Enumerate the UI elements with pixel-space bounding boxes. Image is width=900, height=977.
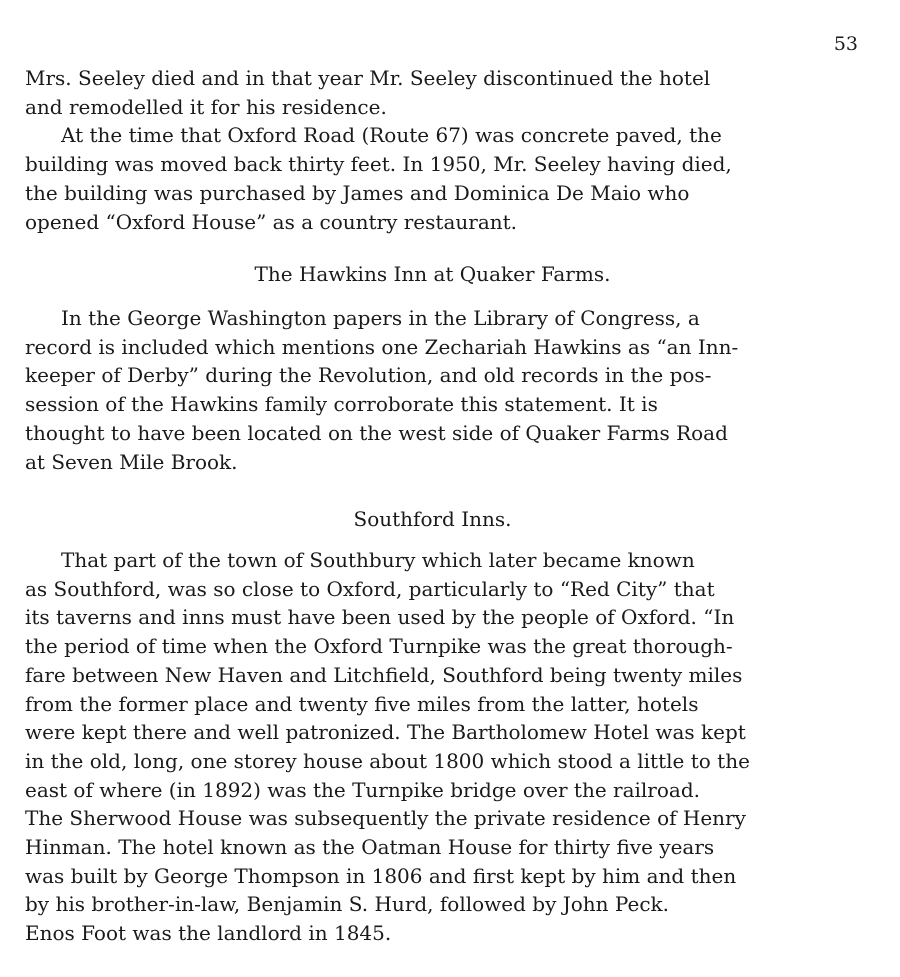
section-heading-southford-inns: Southford Inns.	[353, 507, 512, 531]
text-line: east of where (in 1892) was the Turnpike bridge over the railroad.	[25, 777, 700, 802]
text-line: In the George Washington papers in the Library of Congress, a	[61, 306, 700, 330]
text-line: That part of the town of Southbury which later became known	[61, 548, 695, 572]
text-line: Enos Foot was the landlord in 1845.	[25, 921, 392, 946]
text-line: At the time that Oxford Road (Route 67) was concrete paved, the	[61, 123, 722, 148]
text-line: thought to have been located on the west side of Quaker Farms Road	[25, 420, 728, 445]
text-line: keeper of Derby” during the Revolution, and old records in the pos-	[25, 363, 712, 388]
text-line: Hinman. The hotel known as the Oatman House for thirty five years	[25, 835, 715, 860]
oxford-house-section	[25, 64, 885, 236]
text-line: session of the Hawkins family corroborate this statement. It is	[25, 392, 658, 417]
text-line: was built by George Thompson in 1806 and first kept by him and then	[25, 863, 737, 888]
text-line: its taverns and inns must have been used by the people of Oxford. “In	[25, 605, 735, 630]
text-line: from the former place and twenty five miles from the latter, hotels	[25, 691, 699, 716]
hawkins-inn-section	[25, 304, 885, 476]
text-line: building was moved back thirty feet. In 1950, Mr. Seeley having died,	[25, 152, 732, 177]
text-line: by his brother-in-law, Benjamin S. Hurd, followed by John Peck.	[25, 892, 669, 917]
text-line: opened “Oxford House” as a country restaurant.	[25, 209, 518, 234]
text-line: fare between New Haven and Litchfield, Southford being twenty miles	[25, 662, 743, 687]
southford-inns-section	[25, 546, 885, 948]
text-line: in the old, long, one storey house about 1800 which stood a little to the	[25, 748, 750, 773]
text-line: Mrs. Seeley died and in that year Mr. Seeley discontinued the hotel	[25, 66, 711, 90]
text-line: as Southford, was so close to Oxford, particularly to “Red City” that	[25, 576, 715, 601]
text-line: the period of time when the Oxford Turnpike was the great thorough-	[25, 634, 733, 659]
text-line: and remodelled it for his residence.	[25, 94, 387, 119]
text-line: were kept there and well patronized. The Bartholomew Hotel was kept	[25, 720, 746, 745]
text-line: at Seven Mile Brook.	[25, 449, 238, 474]
section-heading-hawkins-inn: The Hawkins Inn at Quaker Farms.	[254, 262, 611, 286]
text-line: record is included which mentions one Zechariah Hawkins as “an Inn-	[25, 334, 739, 359]
page-number: 53	[833, 33, 858, 55]
text-line: The Sherwood House was subsequently the private residence of Henry	[25, 806, 746, 831]
text-line: the building was purchased by James and Dominica De Maio who	[25, 180, 690, 205]
